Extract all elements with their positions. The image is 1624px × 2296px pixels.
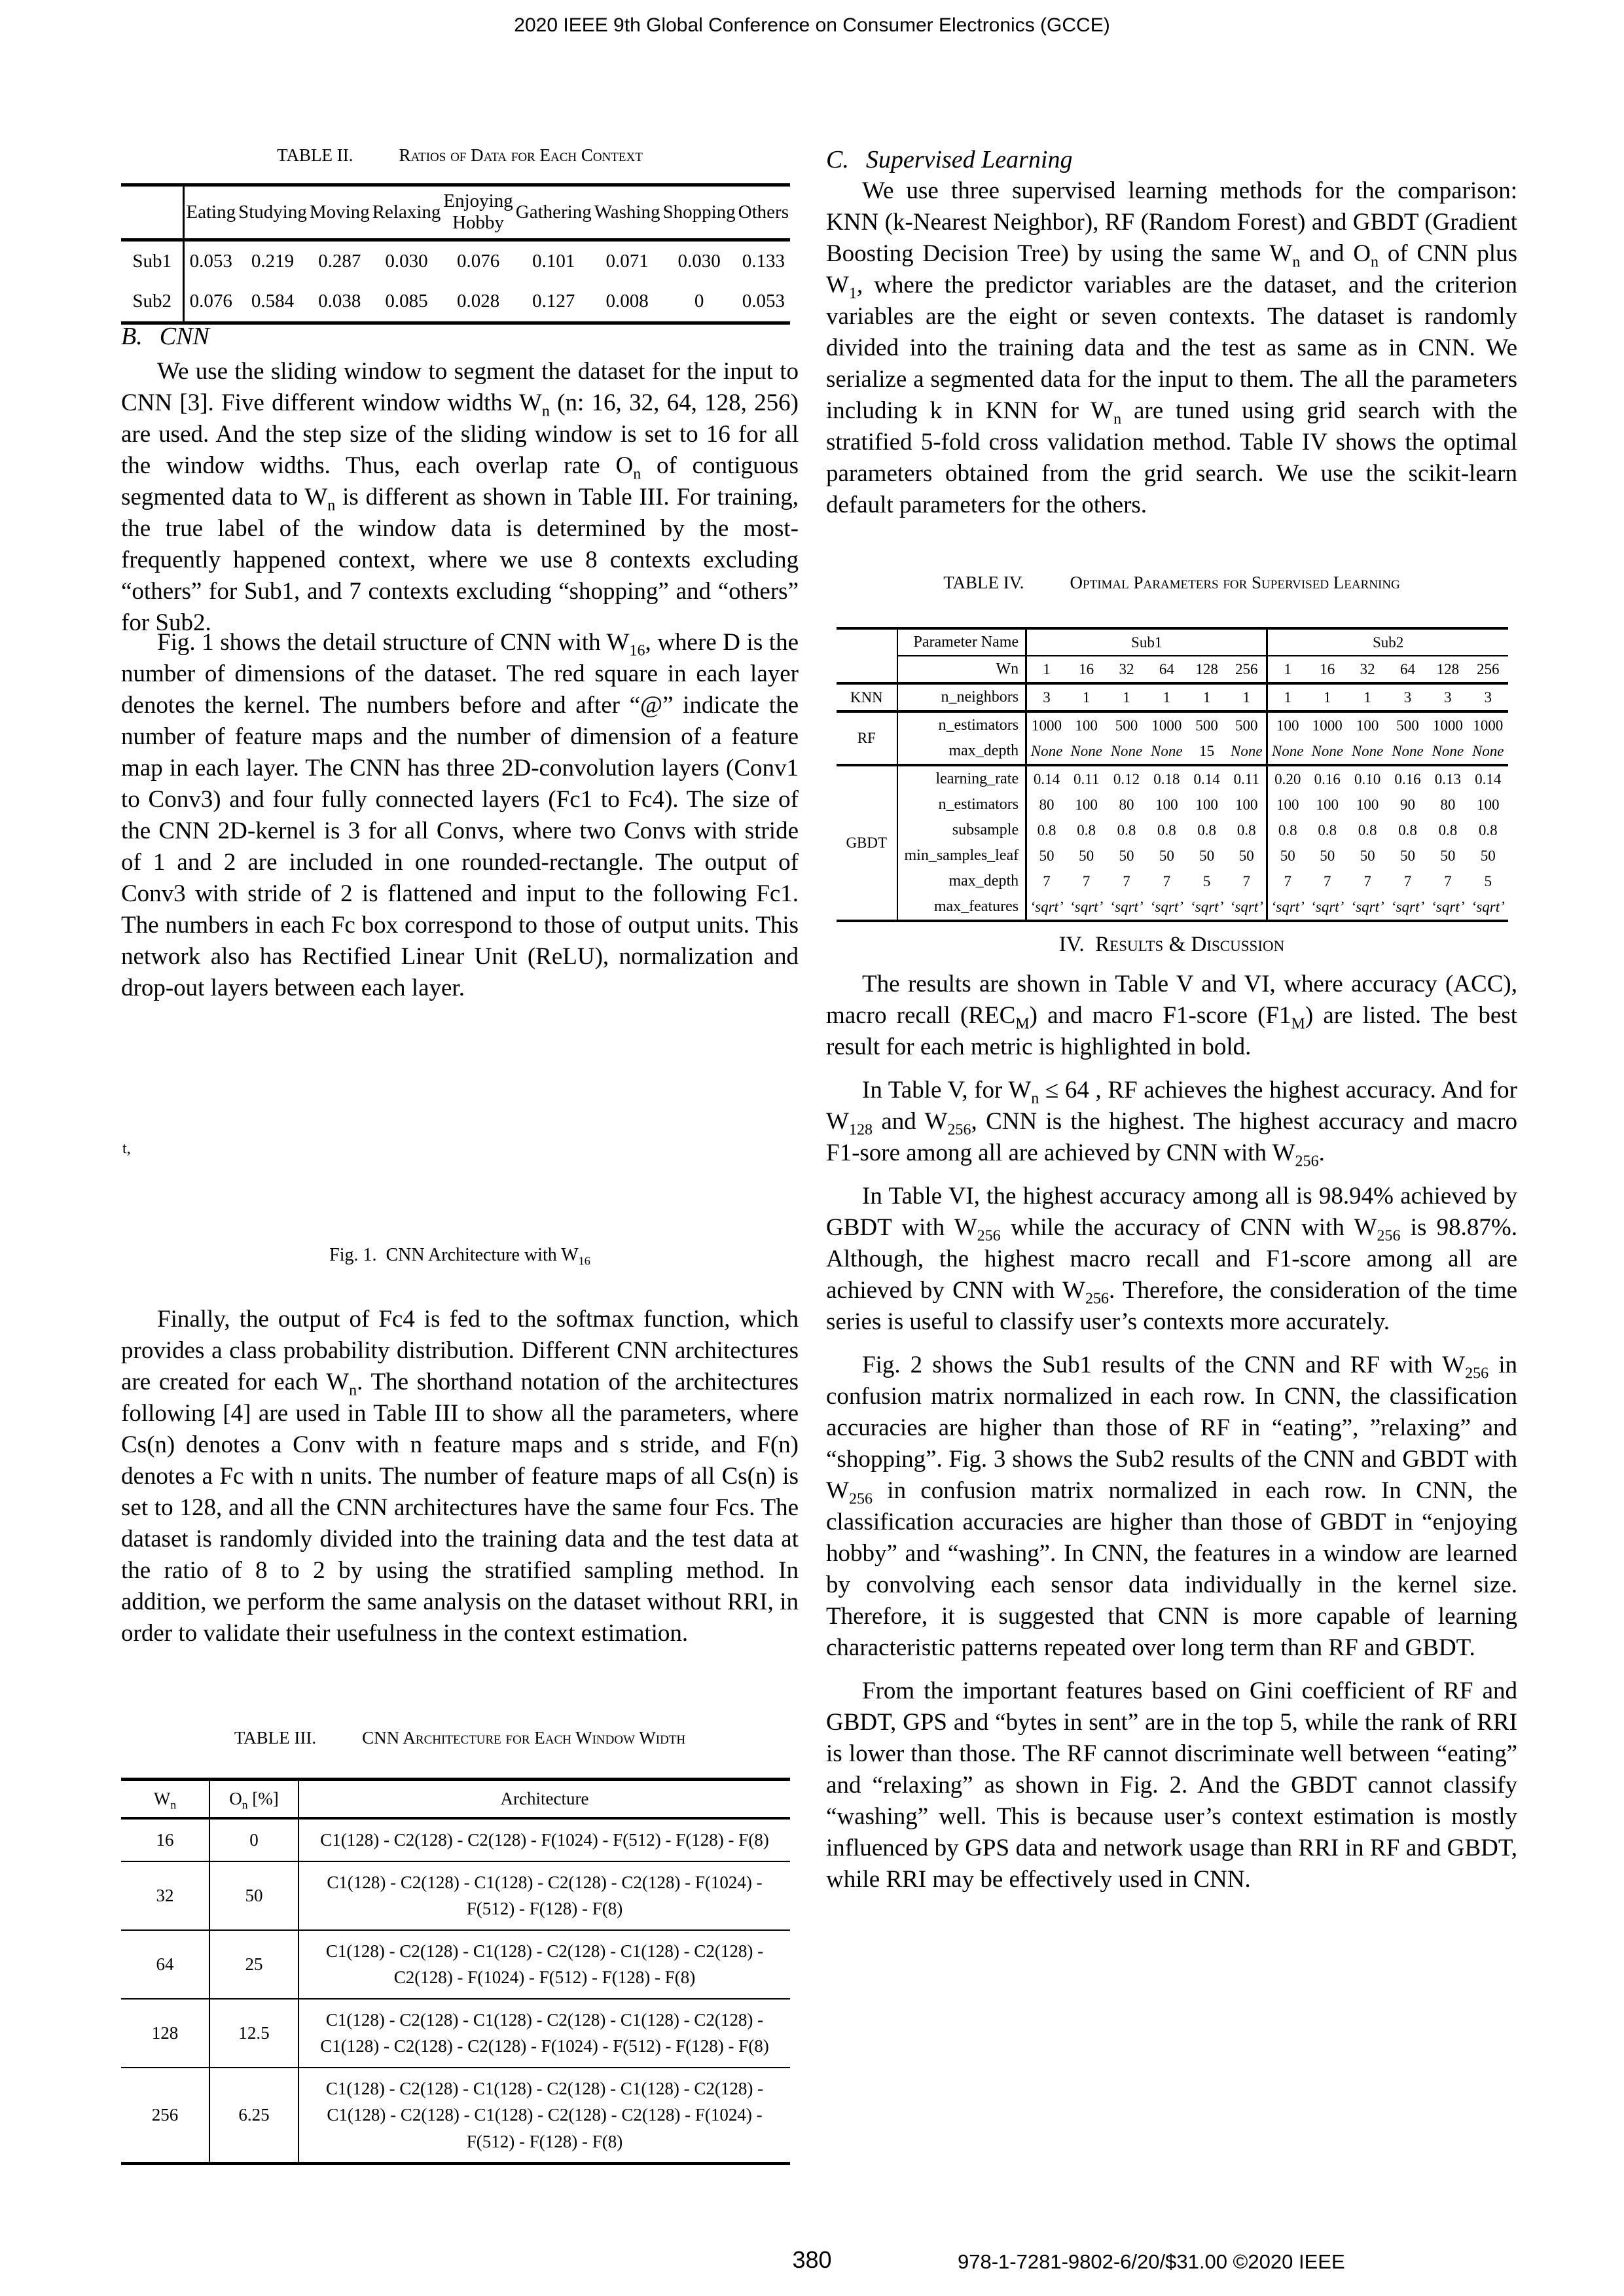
table3-row	[121, 1861, 790, 1930]
table4-value-cell: 0.18	[1153, 770, 1180, 787]
table4-value-cell: None	[1227, 738, 1267, 765]
table4-value-cell: 50	[1320, 847, 1335, 864]
table4-value-cell: None	[1347, 738, 1387, 765]
table4-wn-value: 64	[1388, 656, 1428, 683]
table3-wn-cell: 256	[121, 2068, 209, 2164]
table4-value-cell: 1	[1187, 683, 1227, 711]
table4-value-cell: ‘sqrt’	[1350, 898, 1384, 915]
table4-value-cell: 7	[1403, 872, 1412, 889]
table4-caption-label: TABLE IV.	[943, 573, 1024, 592]
section-c-title: Supervised Learning	[865, 146, 1073, 173]
table4-value-cell: None	[1388, 738, 1428, 765]
table4-value-cell: 100	[1476, 796, 1500, 813]
table4-value-cell: None	[1066, 738, 1106, 765]
table4-corner-cell	[837, 628, 897, 683]
table4-header-row-2	[837, 656, 1508, 683]
table4-value-cell: 7	[1227, 869, 1267, 894]
results-paragraph-3: In Table VI, the highest accuracy among all is 98.94% achieved by GBDT with $W_{256}$ while the accuracy of CNN with $W_{256}$ is 98.87%. Although, the highest macro recall and F1-score among all are achieved by CNN with $W_{256}$. Therefore, the consideration of the time series is useful to classify user’s contexts more accurately.	[826, 1183, 1518, 1335]
table3-architecture-cell: C1(128) - C2(128) - C1(128) - C2(128) - C2(128) - F(1024) - F(512) - F(128) - F(8)	[327, 1872, 763, 1918]
table2-value-cell: 0.127	[532, 290, 575, 312]
table4-value-cell: 1000	[1032, 717, 1062, 734]
table4-value-cell: 0.16	[1314, 770, 1341, 787]
table4-value-cell: ‘sqrt’	[1149, 898, 1183, 915]
table4-wn-value: 16	[1066, 656, 1106, 683]
table2-value-cell: 0.584	[251, 290, 295, 312]
table2-value-cell: 0.219	[251, 250, 295, 272]
section-c-label: C.	[826, 146, 849, 173]
table4-value-cell: 0.8	[1478, 821, 1498, 838]
table4-value-cell: 0.8	[1318, 821, 1337, 838]
results-paragraph-2: In Table V, for $W_n \le 64$ , RF achieves the highest accuracy. And for $W_{128}$ and $W_{256}$, CNN is the highest. The highest accuracy and macro F1-sore among all are achieved by CNN with $W_{256}$.	[826, 1077, 1517, 1170]
table4-value-cell: 50	[1119, 847, 1134, 864]
table4-value-cell: 0.11	[1227, 765, 1267, 792]
table4-value-cell: None	[1468, 738, 1508, 765]
table3-architecture-cell: C1(128) - C2(128) - C1(128) - C2(128) - C1(128) - C2(128) - C1(128) - C2(128) - C2(128) - F(1024) - F(512) - F(128) - F(8)	[320, 2009, 769, 2056]
table4-value-cell: 0.8	[1358, 821, 1377, 838]
table4-param-row	[837, 765, 1508, 792]
paragraph-finally: Finally, the output of Fc4 is fed to the softmax function, which provides a class probability distribution. Different CNN architectures are created for each $W_n$. The shorthand notation of the architectures following [4] are used in Table III to show all the parameters, where Cs(n) denotes a Conv with n feature maps and s stride, and F(n) denotes a Fc with n units. The number of feature maps of all Cs(n) is set to 128, and all the CNN architectures have the same four Fcs. The dataset is randomly divided into the training data and the test data at the ratio of 8 to 2 by using the stratified sampling method. In addition, we perform the same analysis on the dataset without RRI, in order to validate their usefulness in the context estimation.	[121, 1306, 799, 1647]
table4-value-cell: 50	[1280, 847, 1295, 864]
table2-value-cell: 0.030	[385, 250, 428, 272]
table4-value-cell: 100	[1075, 717, 1098, 734]
table4-param-row	[837, 683, 1508, 711]
table2-row	[121, 281, 790, 323]
table4-value-cell: 100	[1155, 796, 1178, 813]
section-c-paragraph: We use three supervised learning methods for the comparison: KNN (k-Nearest Neighbor), RF (Random Forest) and GBDT (Gradient Boosting Decision Tree) by using the same $W_n$ and $O_n$ of CNN plus $W_1$, where the predictor variables are the dataset, and the criterion variables are the eight or seven contexts. The dataset is randomly divided into the training data and the test as same as in CNN. We serialize a segmented data for the input to them. The all the parameters including k in KNN for $W_n$ are tuned using grid search with the stratified 5-fold cross validation method. Table IV shows the optimal parameters obtained from the grid search. We use the scikit-learn default parameters for the others.	[826, 177, 1517, 518]
table3-row	[121, 1930, 790, 1999]
table4-value-cell: 1	[1106, 683, 1146, 711]
table4-param-row	[837, 894, 1508, 921]
table4-value-cell: 0.8	[1398, 821, 1417, 838]
table4-header-row-1	[837, 628, 1508, 656]
table4-param-row	[837, 869, 1508, 894]
table4-value-cell: 7	[1444, 872, 1452, 889]
table4-value-cell: 50	[1039, 847, 1055, 864]
table2-col-header: Relaxing	[372, 201, 441, 223]
table2-row-label: Sub2	[121, 281, 184, 323]
table3-caption-title: CNN Architecture for Each Window Width	[362, 1728, 686, 1748]
table4-value-cell: 3	[1428, 683, 1468, 711]
table4-value-cell: 100	[1227, 792, 1267, 817]
table4-value-cell: 500	[1195, 717, 1218, 734]
table4-value-cell: 0.14	[1475, 770, 1502, 787]
table4-wn-value: 64	[1147, 656, 1187, 683]
table3-wn-cell: 32	[121, 1861, 209, 1930]
table4-value-cell: 7	[1284, 872, 1291, 889]
table4-wn-value: 32	[1106, 656, 1146, 683]
section-b-label: B.	[121, 323, 143, 350]
table4-value-cell: ‘sqrt’	[1190, 898, 1224, 915]
running-header: 2020 IEEE 9th Global Conference on Consumer Electronics (GCCE)	[514, 14, 1110, 36]
table4-value-cell: 50	[1480, 847, 1496, 864]
table4-param-header: Parameter Name	[897, 628, 1026, 656]
table3-wn-cell: 128	[121, 1999, 209, 2068]
table4-value-cell: 0.20	[1274, 770, 1301, 787]
table4-value-cell: 50	[1440, 847, 1456, 864]
table4-optimal-parameters	[837, 627, 1508, 922]
table4-value-cell: 0.8	[1037, 821, 1056, 838]
table4-value-cell: 0.11	[1073, 770, 1100, 787]
table4-wn-value: 128	[1187, 656, 1227, 683]
table3-col-header: $O_n$ [%]	[209, 1780, 298, 1819]
table4-value-cell: 5	[1202, 872, 1211, 889]
table4-value-cell: 100	[1276, 796, 1299, 813]
table4-value-cell: 1	[1227, 683, 1267, 711]
table3-header-row	[121, 1780, 790, 1819]
table4-value-cell: 100	[1075, 796, 1098, 813]
table2-value-cell: 0	[694, 290, 704, 312]
table4-param-name: n_estimators	[897, 711, 1026, 738]
table2-ratios-of-data	[121, 183, 790, 325]
table2-value-cell: 0.053	[742, 290, 785, 312]
table4-value-cell: 0.8	[1157, 821, 1176, 838]
table4-value-cell: 1000	[1473, 717, 1504, 734]
table3-col-header: $W_n$	[121, 1780, 209, 1819]
table4-value-cell: 1000	[1432, 717, 1463, 734]
table4-wn-value: 256	[1227, 656, 1267, 683]
table3-overlap-cell: 12.5	[209, 1999, 298, 2068]
table2-header-row	[121, 185, 790, 240]
table4-group-label: RF	[837, 711, 897, 765]
table2-value-cell: 0.287	[318, 250, 361, 272]
table4-param-row	[837, 792, 1508, 817]
table4-value-cell: 7	[1324, 872, 1331, 889]
table4-value-cell: 0.14	[1193, 770, 1220, 787]
table4-wn-value: 32	[1347, 656, 1387, 683]
table4-value-cell: 0.8	[1197, 821, 1217, 838]
table4-value-cell: 100	[1316, 796, 1339, 813]
table4-wn-value: 1	[1026, 656, 1066, 683]
table4-value-cell: 1000	[1312, 717, 1343, 734]
table4-param-name: max_features	[897, 894, 1026, 921]
table3-caption	[121, 1728, 799, 1748]
table2-value-cell: 0.028	[456, 290, 500, 312]
table4-value-cell: 80	[1039, 796, 1055, 813]
table4-sub2-header: Sub2	[1267, 628, 1508, 656]
table4-value-cell: 50	[1399, 847, 1415, 864]
table3-row	[121, 1818, 790, 1861]
table4-caption-title: Optimal Parameters for Supervised Learning	[1070, 573, 1400, 592]
table4-value-cell: ‘sqrt’	[1471, 898, 1505, 915]
table4-value-cell: ‘sqrt’	[1227, 894, 1267, 921]
table2-value-cell: 0.085	[385, 290, 428, 312]
section-c-heading	[826, 145, 1517, 174]
table4-value-cell: 15	[1187, 738, 1227, 765]
table4-group-label: KNN	[837, 683, 897, 711]
table2-value-cell: 0.101	[532, 250, 575, 272]
table4-value-cell: 100	[1195, 796, 1218, 813]
results-paragraph-4: Fig. 2 shows the Sub1 results of the CNN and RF with $W_{256}$ in confusion matrix normalized in each row. In CNN, the classification accuracies are higher than those of RF in “eating”, ”relaxing” and “shopping”. Fig. 3 shows the Sub2 results of the CNN and GBDT with $W_{256}$ in confusion matrix normalized in each row. In CNN, the classification accuracies are higher than those of GBDT in “enjoying hobby” and “washing”. In CNN, the features in a window are learned by convolving each sensor data individually in the kernel size. Therefore, it is suggested that CNN is more capable of learning characteristic patterns repeated over long term than RF and GBDT.	[826, 1352, 1517, 1661]
table4-wn-value: 128	[1428, 656, 1468, 683]
table4-wn-value: 16	[1307, 656, 1347, 683]
table4-value-cell: ‘sqrt’	[1030, 898, 1064, 915]
table3-overlap-cell: 6.25	[209, 2068, 298, 2164]
table3-architecture-cell: C1(128) - C2(128) - C1(128) - C2(128) - C1(128) - C2(128) - C1(128) - C2(128) - C1(128) - C2(128) - C2(128) - F(1024) - F(512) - F(128) - F(8)	[325, 2078, 764, 2151]
table4-param-row	[837, 817, 1508, 843]
table3-wn-cell: 64	[121, 1930, 209, 1999]
table3-wn-cell: 16	[121, 1818, 209, 1861]
table2-row-label: Sub1	[121, 240, 184, 281]
table2-row	[121, 240, 790, 281]
table4-value-cell: 0.16	[1394, 770, 1421, 787]
table4-value-cell: 7	[1082, 872, 1091, 889]
copyright-notice: 978-1-7281-9802-6/20/$31.00 ©2020 IEEE	[958, 2250, 1345, 2273]
table3-cnn-architecture	[121, 1778, 790, 2165]
section-results-number: IV.	[1058, 933, 1085, 956]
table2-value-cell: 0.076	[456, 250, 500, 272]
table2-value-cell: 0.008	[605, 290, 649, 312]
table4-value-cell: None	[1428, 738, 1468, 765]
table2-caption-label: TABLE II.	[277, 145, 353, 165]
table3-caption-label: TABLE III.	[234, 1728, 317, 1748]
table4-param-name: max_depth	[897, 869, 1026, 894]
table4-value-cell: 90	[1399, 796, 1415, 813]
table4-value-cell: 7	[1043, 872, 1051, 889]
table4-param-name: n_neighbors	[897, 683, 1026, 711]
table3-row	[121, 1999, 790, 2068]
table4-value-cell: ‘sqrt’	[1310, 898, 1344, 915]
table2-col-header: Eating	[186, 201, 236, 223]
table4-param-row	[837, 711, 1508, 738]
section-b-paragraph-1: We use the sliding window to segment the dataset for the input to CNN [3]. Five different window widths $W_n$ (n: 16, 32, 64, 128, 256) are used. And the step size of the sliding window is set to 16 for all the window widths. Thus, each overlap rate $O_n$ of contiguous segmented data to $W_n$ is different as shown in Table III. For training, the true label of the window data is determined by the most-frequently happened context, where we use 8 contexts excluding “others” for Sub1, and 7 contexts excluding “shopping” and “others” for Sub2.	[121, 358, 799, 636]
table2-col-header: Studying	[238, 201, 307, 223]
table4-value-cell: 100	[1356, 717, 1379, 734]
table4-value-cell: None	[1026, 738, 1066, 765]
table4-value-cell: 0.8	[1438, 821, 1458, 838]
table4-value-cell: ‘sqrt’	[1271, 898, 1305, 915]
table4-value-cell: 50	[1079, 847, 1094, 864]
table4-value-cell: 500	[1227, 711, 1267, 738]
table4-value-cell: 0.13	[1434, 770, 1461, 787]
table4-param-name: max_depth	[897, 738, 1026, 765]
table4-value-cell: 50	[1159, 847, 1174, 864]
table4-value-cell: 0.8	[1278, 821, 1297, 838]
section-results-title: Results & Discussion	[1095, 933, 1285, 956]
table4-value-cell: 0.8	[1077, 821, 1096, 838]
table2-caption	[121, 145, 799, 166]
table3-overlap-cell: 0	[209, 1818, 298, 1861]
table4-value-cell: 1	[1307, 683, 1347, 711]
table4-value-cell: 1	[1347, 683, 1387, 711]
table3-architecture-cell: C1(128) - C2(128) - C2(128) - F(1024) - F(512) - F(128) - F(8)	[320, 1830, 769, 1850]
table4-param-row	[837, 843, 1508, 869]
table4-value-cell: ‘sqrt’	[1431, 898, 1465, 915]
table2-value-cell: 0.071	[605, 250, 649, 272]
table4-value-cell: 0.14	[1033, 770, 1060, 787]
table3-architecture-cell: C1(128) - C2(128) - C1(128) - C2(128) - C1(128) - C2(128) - C2(128) - F(1024) - F(512) - F(128) - F(8)	[325, 1941, 764, 1987]
table2-col-header: Moving	[309, 201, 370, 223]
table4-value-cell: 80	[1119, 796, 1134, 813]
table4-value-cell: 0.12	[1113, 770, 1140, 787]
table4-param-name: min_samples_leaf	[897, 843, 1026, 869]
table4-wn-value: 1	[1267, 656, 1307, 683]
table2-value-cell: 0.030	[677, 250, 721, 272]
table4-value-cell: 0.10	[1354, 770, 1381, 787]
table2-col-header: Shopping	[662, 201, 736, 223]
table4-caption	[826, 573, 1517, 593]
table3-row	[121, 2068, 790, 2164]
table4-value-cell: 7	[1363, 872, 1371, 889]
table4-value-cell: 5	[1484, 872, 1492, 889]
table4-value-cell: 50	[1199, 847, 1215, 864]
table2-value-cell: 0.133	[742, 250, 785, 272]
section-b-title: CNN	[159, 323, 209, 350]
results-paragraph-5: From the important features based on Gini coefficient of RF and GBDT, GPS and “bytes in sent” are in the top 5, while the rank of RRI is lower than those. The RF cannot discriminate well between “eating” and “relaxing” as shown in Fig. 2. And the GBDT cannot classify “washing” well. This is because user’s context estimation is mostly influenced by GPS data and network usage than RRI in RF and GBDT, while RRI may be effectively used in CNN.	[826, 1677, 1517, 1893]
table2-col-header: Others	[738, 201, 789, 223]
table2-value-cell: 0.053	[189, 250, 232, 272]
table4-param-name: n_estimators	[897, 792, 1026, 817]
table4-value-cell: ‘sqrt’	[1110, 898, 1144, 915]
section-b-heading	[121, 322, 799, 351]
table3-col-header: Architecture	[500, 1789, 589, 1808]
table4-value-cell: 3	[1468, 683, 1508, 711]
table2-col-header: Gathering	[515, 201, 592, 223]
table4-value-cell: None	[1267, 738, 1307, 765]
page-number: 380	[792, 2246, 832, 2273]
results-paragraph-1: The results are shown in Table V and VI, where accuracy (ACC), macro recall $(REC_M)$ and macro F1-score $(F1_M)$ are listed. The best result for each metric is highlighted in bold.	[826, 971, 1517, 1060]
table4-wn-value: 256	[1468, 656, 1508, 683]
table4-value-cell: 0.8	[1227, 817, 1267, 843]
table4-value-cell: ‘sqrt’	[1390, 898, 1425, 915]
table4-value-cell: 1	[1267, 683, 1307, 711]
table4-value-cell: 50	[1360, 847, 1375, 864]
table4-group-label: GBDT	[837, 765, 897, 921]
table4-value-cell: 1000	[1151, 717, 1182, 734]
table4-value-cell: None	[1307, 738, 1347, 765]
table4-value-cell: 1	[1147, 683, 1187, 711]
table4-param-row	[837, 738, 1508, 765]
table4-param-name: learning_rate	[897, 765, 1026, 792]
table3-overlap-cell: 50	[209, 1861, 298, 1930]
table4-value-cell: ‘sqrt’	[1070, 898, 1104, 915]
section-results-heading	[826, 933, 1517, 957]
table4-value-cell: 3	[1026, 683, 1066, 711]
table2-value-cell: 0.038	[318, 290, 361, 312]
table4-value-cell: 0.8	[1117, 821, 1136, 838]
table2-corner-cell	[121, 185, 184, 240]
figure1-caption: Fig. 1. CNN Architecture with $W_{16}$	[329, 1245, 590, 1268]
table4-value-cell: 80	[1440, 796, 1456, 813]
table2-value-cell: 0.076	[189, 290, 232, 312]
table4-value-cell: 100	[1276, 717, 1299, 734]
results-paragraphs	[826, 969, 1517, 1895]
table4-sub1-header: Sub1	[1026, 628, 1267, 656]
figure1-stray-mark: t,	[122, 1140, 131, 1157]
table4-value-cell: None	[1106, 738, 1146, 765]
table4-value-cell: 100	[1356, 796, 1379, 813]
table4-value-cell: 3	[1388, 683, 1428, 711]
table4-wn-label: Wn	[897, 656, 1026, 683]
table4-value-cell: 500	[1115, 717, 1138, 734]
table4-value-cell: 1	[1066, 683, 1106, 711]
table4-value-cell: 500	[1396, 717, 1419, 734]
table3-overlap-cell: 25	[209, 1930, 298, 1999]
table4-value-cell: 7	[1163, 872, 1171, 889]
table2-col-header: Washing	[594, 201, 660, 223]
table4-value-cell: None	[1147, 738, 1187, 765]
table2-caption-title: Ratios of Data for Each Context	[399, 145, 643, 165]
table4-param-name: subsample	[897, 817, 1026, 843]
section-b-paragraph-2: Fig. 1 shows the detail structure of CNN with $W_{16}$, where D is the number of dimensions of the dataset. The red square in each layer denotes the kernel. The numbers before and after “@” indicate the number of feature maps and the number of dimension of a feature map in each layer. The CNN has three 2D-convolution layers (Conv1 to Conv3) and four fully connected layers (Fc1 to Fc4). The size of the CNN 2D-kernel is 3 for all Convs, where two Convs with stride of 1 and 2 are included in one rounded-rectangle. The output of Conv3 with stride of 2 is flattened and input to the following Fc1. The numbers in each Fc box correspond to those of output units. This network also has Rectified Linear Unit (ReLU), normalization and drop-out layers between each layer.	[121, 629, 799, 1001]
table4-value-cell: 50	[1227, 843, 1267, 869]
table2-col-header: Enjoying Hobby	[443, 190, 513, 234]
table4-value-cell: 7	[1123, 872, 1130, 889]
